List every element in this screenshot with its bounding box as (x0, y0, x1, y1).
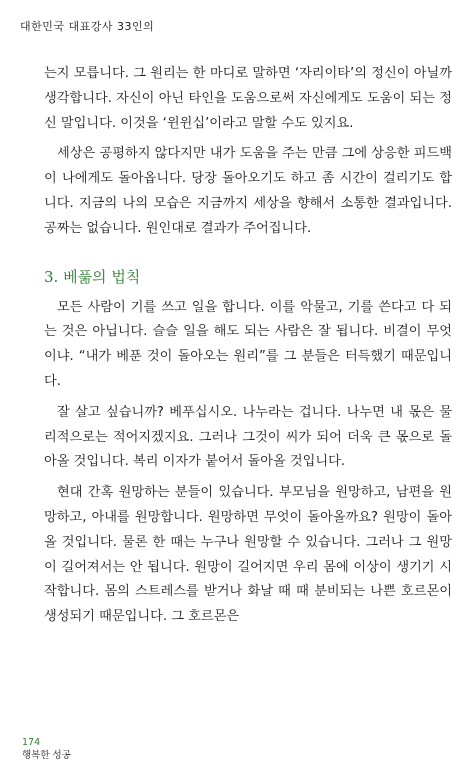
book-title: 행복한 성공 (22, 750, 71, 761)
paragraph-2: 세상은 공평하지 않다지만 내가 도움을 주는 만큼 그에 상응한 피드백이 나에게도 돌아옵니다. 당장 돌아오기도 하고 좀 시간이 걸리기도 합니다. 지금의 나의 모습은 지금까지 세상을 향해서 소통한 결과입니다. 공짜는 없습니다. 원인대로 결과가 주어집니다. (44, 146, 452, 236)
paragraph-1: 는지 모릅니다. 그 원리는 한 마디로 말하면 ‘자리이타’의 정신이 아닐까 생각합니다. 자신이 아닌 타인을 도움으로써 자신에게도 도움이 되는 정신 말입니다. 이것을 ‘윈윈십’이라고 말할 수도 있지요. (44, 66, 452, 131)
page-footer (22, 736, 71, 762)
running-head: 대한민국 대표강사 33인의 (20, 20, 155, 33)
paragraph-4: 잘 살고 싶습니까? 베푸십시오. 나누라는 겁니다. 나누면 내 몫은 물리적으로는 적어지겠지요. 그러나 그것이 씨가 되어 더욱 큰 몫으로 돌아올 것입니다. 복리 이자가 붙어서 돌아올 것입니다. (44, 404, 452, 470)
section-title: 3. 베풂의 법칙 (44, 267, 141, 286)
page-number: 174 (22, 737, 41, 748)
page-body (44, 62, 452, 636)
paragraph-5: 현대 간혹 원망하는 분들이 있습니다. 부모님을 원망하고, 남편을 원망하고, 아내를 원망합니다. 원망하면 무엇이 돌아올까요? 원망이 돌아올 것입니다. 물론 한 때는 누구나 원망할 수 있습니다. 그러나 그 원망이 길어져서는 안 됩니다. 원망이 길어지면 우리 몸에 이상이 생기기 시작합니다. 몸의 스트레스를 받거나 화날 때 때 분비되는 나쁜 호르몬이 생성되기 때문입니다. 그 호르몬은 (44, 485, 452, 625)
paragraph-3: 모든 사람이 기를 쓰고 일을 합니다. 이를 악물고, 기를 쓴다고 다 되는 것은 아닙니다. 슬슬 일을 해도 되는 사람은 잘 됩니다. 비결이 무엇이냐. “내가 베푼 것이 돌아오는 원리”를 그 분들은 터득했기 때문입니다. (44, 299, 452, 389)
